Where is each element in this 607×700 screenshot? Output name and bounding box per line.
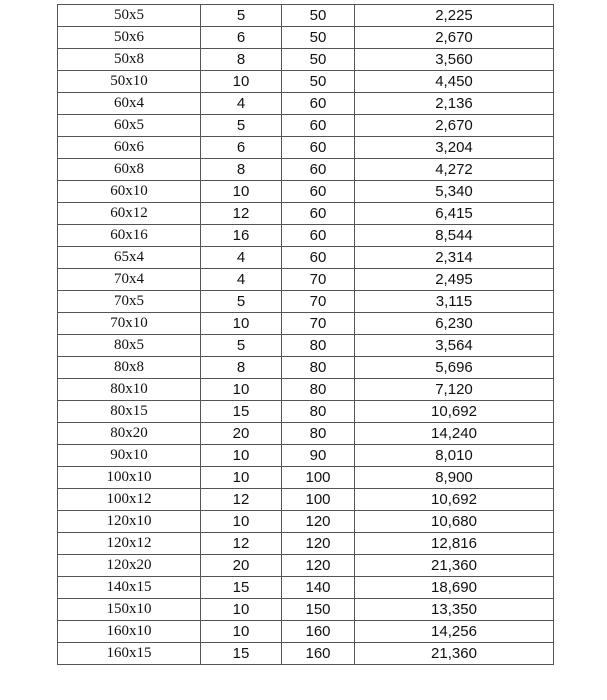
width-cell: 120: [282, 555, 355, 577]
table-row: [58, 445, 554, 467]
weight-cell: 2,225: [355, 5, 554, 27]
width-cell: 140: [282, 577, 355, 599]
width-cell: 100: [282, 489, 355, 511]
size-cell: 60x6: [58, 137, 201, 159]
weight-cell: 4,450: [355, 71, 554, 93]
weight-cell: 14,256: [355, 621, 554, 643]
thickness-cell: 5: [201, 291, 282, 313]
width-cell: 60: [282, 225, 355, 247]
thickness-cell: 10: [201, 511, 282, 533]
thickness-cell: 10: [201, 71, 282, 93]
width-cell: 50: [282, 27, 355, 49]
weight-cell: 10,680: [355, 511, 554, 533]
table-row: [58, 137, 554, 159]
thickness-cell: 4: [201, 93, 282, 115]
width-cell: 60: [282, 159, 355, 181]
size-cell: 70x10: [58, 313, 201, 335]
width-cell: 100: [282, 467, 355, 489]
weight-cell: 21,360: [355, 555, 554, 577]
weight-cell: 5,340: [355, 181, 554, 203]
width-cell: 120: [282, 511, 355, 533]
weight-cell: 13,350: [355, 599, 554, 621]
width-cell: 80: [282, 335, 355, 357]
size-cell: 50x6: [58, 27, 201, 49]
size-cell: 120x10: [58, 511, 201, 533]
table-row: [58, 335, 554, 357]
table-row: [58, 599, 554, 621]
flat-bar-weight-table: [57, 4, 554, 665]
thickness-cell: 10: [201, 181, 282, 203]
weight-cell: 8,010: [355, 445, 554, 467]
table-row: [58, 269, 554, 291]
thickness-cell: 15: [201, 643, 282, 665]
size-cell: 80x5: [58, 335, 201, 357]
thickness-cell: 15: [201, 577, 282, 599]
width-cell: 60: [282, 115, 355, 137]
size-cell: 50x5: [58, 5, 201, 27]
size-cell: 140x15: [58, 577, 201, 599]
thickness-cell: 20: [201, 555, 282, 577]
weight-cell: 4,272: [355, 159, 554, 181]
weight-cell: 6,230: [355, 313, 554, 335]
thickness-cell: 8: [201, 49, 282, 71]
width-cell: 50: [282, 5, 355, 27]
table-row: [58, 643, 554, 665]
thickness-cell: 12: [201, 203, 282, 225]
weight-cell: 14,240: [355, 423, 554, 445]
width-cell: 60: [282, 203, 355, 225]
width-cell: 80: [282, 357, 355, 379]
table-row: [58, 533, 554, 555]
size-cell: 60x16: [58, 225, 201, 247]
width-cell: 50: [282, 71, 355, 93]
weight-cell: 10,692: [355, 401, 554, 423]
width-cell: 50: [282, 49, 355, 71]
weight-cell: 3,560: [355, 49, 554, 71]
size-cell: 60x10: [58, 181, 201, 203]
size-cell: 65x4: [58, 247, 201, 269]
size-cell: 60x8: [58, 159, 201, 181]
thickness-cell: 16: [201, 225, 282, 247]
weight-cell: 6,415: [355, 203, 554, 225]
weight-cell: 12,816: [355, 533, 554, 555]
weight-cell: 10,692: [355, 489, 554, 511]
size-cell: 120x20: [58, 555, 201, 577]
table-row: [58, 203, 554, 225]
table-row: [58, 423, 554, 445]
size-cell: 60x5: [58, 115, 201, 137]
weight-cell: 18,690: [355, 577, 554, 599]
thickness-cell: 8: [201, 159, 282, 181]
width-cell: 90: [282, 445, 355, 467]
size-cell: 160x15: [58, 643, 201, 665]
weight-cell: 2,670: [355, 27, 554, 49]
table-row: [58, 27, 554, 49]
weight-cell: 2,314: [355, 247, 554, 269]
size-cell: 120x12: [58, 533, 201, 555]
width-cell: 150: [282, 599, 355, 621]
table-row: [58, 5, 554, 27]
size-cell: 70x4: [58, 269, 201, 291]
size-cell: 50x10: [58, 71, 201, 93]
table-row: [58, 489, 554, 511]
table-row: [58, 181, 554, 203]
weight-cell: 2,670: [355, 115, 554, 137]
spec-sheet: [57, 4, 553, 665]
weight-cell: 2,136: [355, 93, 554, 115]
weight-cell: 3,564: [355, 335, 554, 357]
table-row: [58, 555, 554, 577]
table-row: [58, 93, 554, 115]
thickness-cell: 12: [201, 489, 282, 511]
table-row: [58, 225, 554, 247]
size-cell: 80x15: [58, 401, 201, 423]
width-cell: 160: [282, 643, 355, 665]
thickness-cell: 8: [201, 357, 282, 379]
table-row: [58, 313, 554, 335]
width-cell: 80: [282, 379, 355, 401]
size-cell: 90x10: [58, 445, 201, 467]
table-row: [58, 511, 554, 533]
weight-cell: 2,495: [355, 269, 554, 291]
thickness-cell: 5: [201, 5, 282, 27]
size-cell: 160x10: [58, 621, 201, 643]
thickness-cell: 6: [201, 137, 282, 159]
table-row: [58, 621, 554, 643]
table-row: [58, 379, 554, 401]
size-cell: 150x10: [58, 599, 201, 621]
thickness-cell: 10: [201, 621, 282, 643]
thickness-cell: 4: [201, 247, 282, 269]
table-row: [58, 401, 554, 423]
width-cell: 70: [282, 313, 355, 335]
table-row: [58, 357, 554, 379]
size-cell: 60x12: [58, 203, 201, 225]
thickness-cell: 10: [201, 445, 282, 467]
table-row: [58, 291, 554, 313]
table-row: [58, 159, 554, 181]
weight-cell: 3,115: [355, 291, 554, 313]
size-cell: 100x12: [58, 489, 201, 511]
table-row: [58, 467, 554, 489]
width-cell: 60: [282, 93, 355, 115]
size-cell: 100x10: [58, 467, 201, 489]
weight-cell: 5,696: [355, 357, 554, 379]
width-cell: 80: [282, 423, 355, 445]
table-row: [58, 71, 554, 93]
thickness-cell: 5: [201, 115, 282, 137]
thickness-cell: 10: [201, 599, 282, 621]
width-cell: 70: [282, 269, 355, 291]
thickness-cell: 10: [201, 379, 282, 401]
table-body: [58, 5, 554, 665]
weight-cell: 7,120: [355, 379, 554, 401]
width-cell: 160: [282, 621, 355, 643]
thickness-cell: 4: [201, 269, 282, 291]
table-row: [58, 115, 554, 137]
width-cell: 70: [282, 291, 355, 313]
size-cell: 80x8: [58, 357, 201, 379]
size-cell: 70x5: [58, 291, 201, 313]
size-cell: 50x8: [58, 49, 201, 71]
width-cell: 60: [282, 181, 355, 203]
thickness-cell: 12: [201, 533, 282, 555]
weight-cell: 3,204: [355, 137, 554, 159]
size-cell: 60x4: [58, 93, 201, 115]
thickness-cell: 10: [201, 467, 282, 489]
thickness-cell: 15: [201, 401, 282, 423]
size-cell: 80x10: [58, 379, 201, 401]
thickness-cell: 20: [201, 423, 282, 445]
width-cell: 80: [282, 401, 355, 423]
table-row: [58, 577, 554, 599]
table-row: [58, 247, 554, 269]
thickness-cell: 6: [201, 27, 282, 49]
weight-cell: 21,360: [355, 643, 554, 665]
width-cell: 60: [282, 137, 355, 159]
size-cell: 80x20: [58, 423, 201, 445]
width-cell: 120: [282, 533, 355, 555]
table-row: [58, 49, 554, 71]
thickness-cell: 10: [201, 313, 282, 335]
weight-cell: 8,900: [355, 467, 554, 489]
width-cell: 60: [282, 247, 355, 269]
thickness-cell: 5: [201, 335, 282, 357]
weight-cell: 8,544: [355, 225, 554, 247]
